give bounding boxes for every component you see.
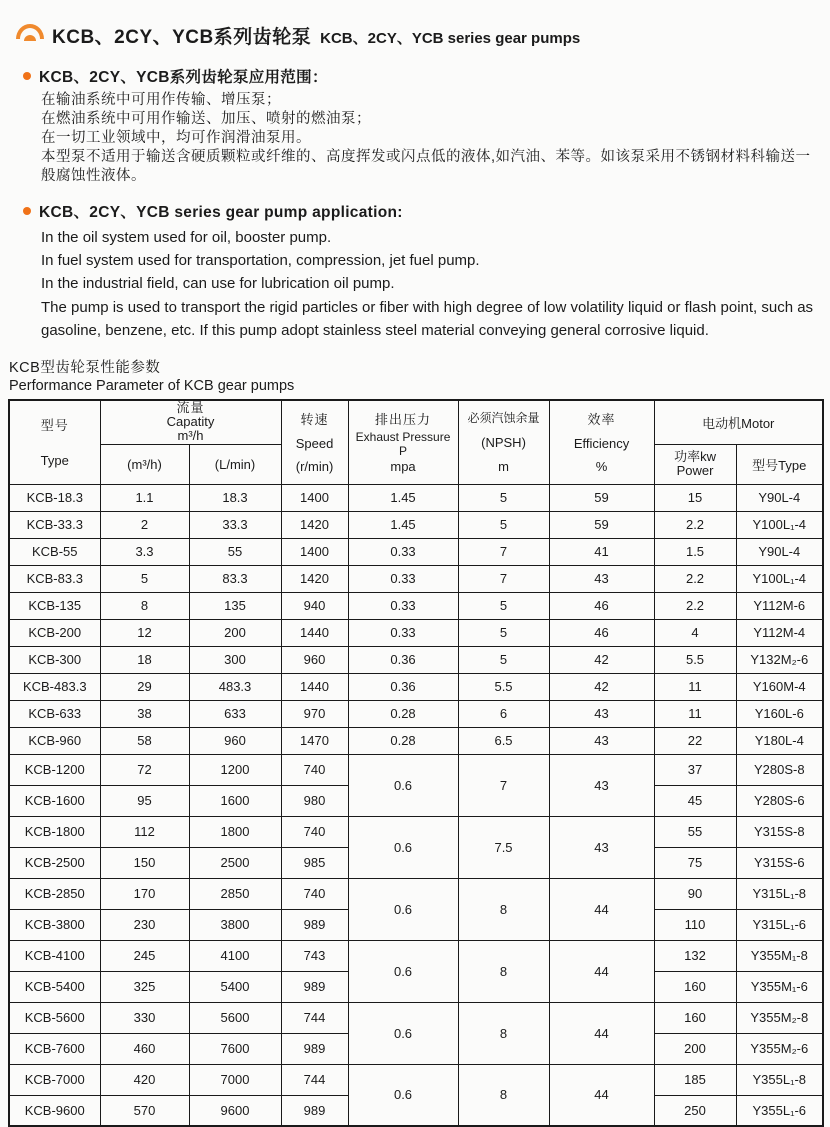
table-row bbox=[9, 1002, 823, 1033]
cell-lmin: 1200 bbox=[189, 754, 281, 785]
cell-npsh-merged: 7.5 bbox=[458, 816, 549, 878]
cell-m3h: 570 bbox=[100, 1095, 189, 1126]
cell-npsh: 5 bbox=[458, 511, 549, 538]
cell-speed: 989 bbox=[281, 1095, 348, 1126]
cell-motor: Y112M-6 bbox=[736, 592, 823, 619]
cell-lmin: 135 bbox=[189, 592, 281, 619]
cell-m3h: 1.1 bbox=[100, 484, 189, 511]
cell-npsh: 5 bbox=[458, 619, 549, 646]
cell-efficiency: 43 bbox=[549, 727, 654, 754]
table-row bbox=[9, 646, 823, 673]
bullet-dot-icon bbox=[23, 72, 31, 80]
table-row bbox=[9, 727, 823, 754]
cell-pressure: 0.28 bbox=[348, 700, 458, 727]
cell-speed: 1470 bbox=[281, 727, 348, 754]
table-row bbox=[9, 940, 823, 971]
cell-lmin: 18.3 bbox=[189, 484, 281, 511]
cell-type: KCB-18.3 bbox=[9, 484, 100, 511]
cell-lmin: 7000 bbox=[189, 1064, 281, 1095]
cn-line: 在一切工业领域中，均可作润滑油泵用。 bbox=[41, 130, 311, 146]
cell-m3h: 2 bbox=[100, 511, 189, 538]
cell-type: KCB-33.3 bbox=[9, 511, 100, 538]
cell-speed: 744 bbox=[281, 1064, 348, 1095]
cell-npsh-merged: 8 bbox=[458, 878, 549, 940]
cell-pressure: 1.45 bbox=[348, 511, 458, 538]
cell-motor: Y112M-4 bbox=[736, 619, 823, 646]
cell-speed: 743 bbox=[281, 940, 348, 971]
header-motor-type: 型号Type bbox=[736, 444, 823, 484]
cell-efficiency: 42 bbox=[549, 646, 654, 673]
page-title-en: KCB、2CY、YCB series gear pumps bbox=[320, 30, 581, 47]
cell-npsh: 5 bbox=[458, 592, 549, 619]
cell-pressure: 1.45 bbox=[348, 484, 458, 511]
cell-type: KCB-5600 bbox=[9, 1002, 100, 1033]
cell-motor: Y315L₁-8 bbox=[736, 878, 823, 909]
cell-m3h: 230 bbox=[100, 909, 189, 940]
section-body-cn bbox=[8, 91, 822, 186]
cell-power: 5.5 bbox=[654, 646, 736, 673]
cell-pressure: 0.36 bbox=[348, 646, 458, 673]
en-paragraph: The pump is used to transport the rigid particles or fiber with high degree of low volatility liquid or flash point, such as gasoline, benzene, etc. If this pump adopt stainless steel material conveying general corrosive liquid. bbox=[41, 299, 814, 339]
cell-lmin: 483.3 bbox=[189, 673, 281, 700]
cell-type: KCB-960 bbox=[9, 727, 100, 754]
cell-efficiency: 59 bbox=[549, 484, 654, 511]
cell-type: KCB-7000 bbox=[9, 1064, 100, 1095]
cell-type: KCB-300 bbox=[9, 646, 100, 673]
header-power: 功率kw Power bbox=[654, 444, 736, 484]
cell-m3h: 460 bbox=[100, 1033, 189, 1064]
cell-lmin: 5400 bbox=[189, 971, 281, 1002]
cell-lmin: 83.3 bbox=[189, 565, 281, 592]
cell-power: 11 bbox=[654, 700, 736, 727]
cell-lmin: 7600 bbox=[189, 1033, 281, 1064]
cell-motor: Y355M₁-6 bbox=[736, 971, 823, 1002]
performance-table bbox=[8, 399, 824, 1127]
cell-m3h: 29 bbox=[100, 673, 189, 700]
cell-type: KCB-1600 bbox=[9, 785, 100, 816]
table-row bbox=[9, 816, 823, 847]
cell-m3h: 170 bbox=[100, 878, 189, 909]
cell-efficiency: 42 bbox=[549, 673, 654, 700]
cell-power: 160 bbox=[654, 971, 736, 1002]
cell-power: 1.5 bbox=[654, 538, 736, 565]
cell-pressure: 0.33 bbox=[348, 592, 458, 619]
cell-power: 110 bbox=[654, 909, 736, 940]
cell-type: KCB-200 bbox=[9, 619, 100, 646]
cell-efficiency-merged: 43 bbox=[549, 816, 654, 878]
cell-speed: 744 bbox=[281, 1002, 348, 1033]
header-capacity: 流量 Capatity m³/h bbox=[100, 400, 281, 444]
cell-pressure-merged: 0.6 bbox=[348, 754, 458, 816]
cell-efficiency-merged: 43 bbox=[549, 754, 654, 816]
cell-speed: 1400 bbox=[281, 538, 348, 565]
cell-power: 250 bbox=[654, 1095, 736, 1126]
en-line: In fuel system used for transportation, compression, jet fuel pump. bbox=[41, 252, 480, 269]
cell-power: 2.2 bbox=[654, 565, 736, 592]
cn-line: 本型泵不适用于输送含硬质颗粒或纤维的、高度挥发或闪点低的液体,如汽油、苯等。如该泵采用不锈钢材料科输送一般腐蚀性液体。 bbox=[41, 149, 811, 184]
cell-pressure: 0.33 bbox=[348, 619, 458, 646]
cell-speed: 985 bbox=[281, 847, 348, 878]
table-title-en: Performance Parameter of KCB gear pumps bbox=[9, 378, 295, 394]
cell-lmin: 633 bbox=[189, 700, 281, 727]
cell-pressure-merged: 0.6 bbox=[348, 1002, 458, 1064]
cn-line: 在输油系统中可用作传输、增压泵； bbox=[41, 92, 281, 108]
cell-power: 185 bbox=[654, 1064, 736, 1095]
header-pressure: 排出压力 Exhaust Pressure P mpa bbox=[348, 400, 458, 484]
cell-lmin: 1600 bbox=[189, 785, 281, 816]
cell-type: KCB-2850 bbox=[9, 878, 100, 909]
cell-pressure: 0.28 bbox=[348, 727, 458, 754]
cell-npsh: 5.5 bbox=[458, 673, 549, 700]
cell-lmin: 200 bbox=[189, 619, 281, 646]
cell-power: 37 bbox=[654, 754, 736, 785]
cell-motor: Y315S-8 bbox=[736, 816, 823, 847]
cell-lmin: 55 bbox=[189, 538, 281, 565]
bullet-dot-icon bbox=[23, 207, 31, 215]
cell-motor: Y355L₁-6 bbox=[736, 1095, 823, 1126]
cell-npsh: 7 bbox=[458, 538, 549, 565]
cell-speed: 740 bbox=[281, 878, 348, 909]
cell-motor: Y100L₁-4 bbox=[736, 511, 823, 538]
cell-speed: 970 bbox=[281, 700, 348, 727]
cell-pressure-merged: 0.6 bbox=[348, 816, 458, 878]
cell-pressure-merged: 0.6 bbox=[348, 940, 458, 1002]
table-row bbox=[9, 592, 823, 619]
cell-speed: 980 bbox=[281, 785, 348, 816]
table-row bbox=[9, 484, 823, 511]
cell-lmin: 1800 bbox=[189, 816, 281, 847]
section-heading-cn bbox=[8, 65, 822, 87]
cell-m3h: 38 bbox=[100, 700, 189, 727]
cell-npsh-merged: 8 bbox=[458, 1064, 549, 1126]
table-header bbox=[9, 400, 823, 484]
page-title bbox=[52, 14, 580, 51]
header-npsh: 必须汽蚀余量 (NPSH) m bbox=[458, 400, 549, 484]
cell-motor: Y160M-4 bbox=[736, 673, 823, 700]
cell-m3h: 5 bbox=[100, 565, 189, 592]
cell-type: KCB-5400 bbox=[9, 971, 100, 1002]
cell-npsh: 7 bbox=[458, 565, 549, 592]
cell-power: 2.2 bbox=[654, 511, 736, 538]
cn-line: 在燃油系统中可用作输送、加压、喷射的燃油泵； bbox=[41, 111, 371, 127]
cell-m3h: 325 bbox=[100, 971, 189, 1002]
section-heading-en-text: KCB、2CY、YCB series gear pump application: bbox=[39, 204, 403, 221]
page-title-zh: KCB、2CY、YCB系列齿轮泵 bbox=[52, 27, 312, 48]
cell-power: 45 bbox=[654, 785, 736, 816]
cell-power: 11 bbox=[654, 673, 736, 700]
cell-speed: 740 bbox=[281, 816, 348, 847]
en-line: In the industrial field, can use for lubrication oil pump. bbox=[41, 275, 395, 292]
cell-efficiency: 46 bbox=[549, 619, 654, 646]
cell-lmin: 960 bbox=[189, 727, 281, 754]
header-lmin: (L/min) bbox=[189, 444, 281, 484]
cell-power: 75 bbox=[654, 847, 736, 878]
cell-motor: Y180L-4 bbox=[736, 727, 823, 754]
cell-efficiency: 59 bbox=[549, 511, 654, 538]
cell-pressure-merged: 0.6 bbox=[348, 1064, 458, 1126]
cell-type: KCB-1800 bbox=[9, 816, 100, 847]
cell-type: KCB-135 bbox=[9, 592, 100, 619]
cell-motor: Y315L₁-6 bbox=[736, 909, 823, 940]
cell-npsh-merged: 8 bbox=[458, 940, 549, 1002]
header-type: 型号 Type bbox=[9, 400, 100, 484]
cell-npsh-merged: 7 bbox=[458, 754, 549, 816]
cell-efficiency-merged: 44 bbox=[549, 1002, 654, 1064]
cell-motor: Y90L-4 bbox=[736, 484, 823, 511]
cell-type: KCB-55 bbox=[9, 538, 100, 565]
cell-efficiency-merged: 44 bbox=[549, 940, 654, 1002]
cell-motor: Y355M₁-8 bbox=[736, 940, 823, 971]
cell-power: 200 bbox=[654, 1033, 736, 1064]
cell-motor: Y280S-6 bbox=[736, 785, 823, 816]
cell-lmin: 2500 bbox=[189, 847, 281, 878]
cell-type: KCB-83.3 bbox=[9, 565, 100, 592]
cell-efficiency-merged: 44 bbox=[549, 878, 654, 940]
cell-lmin: 9600 bbox=[189, 1095, 281, 1126]
cell-speed: 940 bbox=[281, 592, 348, 619]
cell-m3h: 112 bbox=[100, 816, 189, 847]
cell-npsh: 5 bbox=[458, 484, 549, 511]
cell-m3h: 12 bbox=[100, 619, 189, 646]
cell-power: 4 bbox=[654, 619, 736, 646]
cell-speed: 989 bbox=[281, 971, 348, 1002]
cell-motor: Y160L-6 bbox=[736, 700, 823, 727]
brand-arc-logo-icon bbox=[16, 24, 44, 41]
cell-pressure: 0.36 bbox=[348, 673, 458, 700]
table-row bbox=[9, 511, 823, 538]
performance-table-body bbox=[9, 484, 823, 1126]
cell-power: 132 bbox=[654, 940, 736, 971]
cell-motor: Y100L₁-4 bbox=[736, 565, 823, 592]
cell-m3h: 18 bbox=[100, 646, 189, 673]
table-row bbox=[9, 538, 823, 565]
cell-motor: Y355M₂-6 bbox=[736, 1033, 823, 1064]
cell-motor: Y355M₂-8 bbox=[736, 1002, 823, 1033]
header-speed: 转速 Speed (r/min) bbox=[281, 400, 348, 484]
table-title-zh: KCB型齿轮泵性能参数 bbox=[9, 360, 161, 376]
cell-power: 160 bbox=[654, 1002, 736, 1033]
cell-motor: Y280S-8 bbox=[736, 754, 823, 785]
cell-npsh-merged: 8 bbox=[458, 1002, 549, 1064]
cell-speed: 989 bbox=[281, 909, 348, 940]
cell-m3h: 245 bbox=[100, 940, 189, 971]
cell-lmin: 33.3 bbox=[189, 511, 281, 538]
header-efficiency: 效率 Efficiency % bbox=[549, 400, 654, 484]
cell-lmin: 3800 bbox=[189, 909, 281, 940]
cell-speed: 1440 bbox=[281, 619, 348, 646]
cell-power: 90 bbox=[654, 878, 736, 909]
table-row bbox=[9, 1064, 823, 1095]
cell-power: 15 bbox=[654, 484, 736, 511]
cell-motor: Y132M₂-6 bbox=[736, 646, 823, 673]
cell-speed: 1420 bbox=[281, 511, 348, 538]
cell-type: KCB-1200 bbox=[9, 754, 100, 785]
header-m3h: (m³/h) bbox=[100, 444, 189, 484]
cell-speed: 989 bbox=[281, 1033, 348, 1064]
cell-efficiency: 43 bbox=[549, 565, 654, 592]
cell-m3h: 330 bbox=[100, 1002, 189, 1033]
section-heading-en bbox=[8, 200, 822, 222]
table-row bbox=[9, 565, 823, 592]
table-row bbox=[9, 673, 823, 700]
cell-m3h: 95 bbox=[100, 785, 189, 816]
section-application-en bbox=[8, 200, 822, 342]
cell-efficiency: 41 bbox=[549, 538, 654, 565]
table-row bbox=[9, 754, 823, 785]
cell-motor: Y355L₁-8 bbox=[736, 1064, 823, 1095]
section-body-en bbox=[8, 226, 822, 342]
cell-m3h: 3.3 bbox=[100, 538, 189, 565]
cell-motor: Y90L-4 bbox=[736, 538, 823, 565]
cell-type: KCB-633 bbox=[9, 700, 100, 727]
cell-pressure: 0.33 bbox=[348, 538, 458, 565]
cell-npsh: 5 bbox=[458, 646, 549, 673]
table-title bbox=[8, 356, 822, 394]
header-motor: 电动机Motor bbox=[654, 400, 823, 444]
cell-npsh: 6 bbox=[458, 700, 549, 727]
cell-speed: 1400 bbox=[281, 484, 348, 511]
cell-speed: 740 bbox=[281, 754, 348, 785]
table-row bbox=[9, 619, 823, 646]
cell-npsh: 6.5 bbox=[458, 727, 549, 754]
cell-power: 22 bbox=[654, 727, 736, 754]
cell-lmin: 4100 bbox=[189, 940, 281, 971]
cell-m3h: 8 bbox=[100, 592, 189, 619]
cell-speed: 1420 bbox=[281, 565, 348, 592]
cell-m3h: 420 bbox=[100, 1064, 189, 1095]
cell-type: KCB-2500 bbox=[9, 847, 100, 878]
cell-type: KCB-4100 bbox=[9, 940, 100, 971]
cell-type: KCB-9600 bbox=[9, 1095, 100, 1126]
cell-pressure-merged: 0.6 bbox=[348, 878, 458, 940]
cell-lmin: 2850 bbox=[189, 878, 281, 909]
table-row bbox=[9, 700, 823, 727]
cell-speed: 1440 bbox=[281, 673, 348, 700]
cell-type: KCB-3800 bbox=[9, 909, 100, 940]
en-line: In the oil system used for oil, booster pump. bbox=[41, 229, 332, 246]
cell-m3h: 58 bbox=[100, 727, 189, 754]
cell-efficiency-merged: 44 bbox=[549, 1064, 654, 1126]
cell-motor: Y315S-6 bbox=[736, 847, 823, 878]
cell-speed: 960 bbox=[281, 646, 348, 673]
cell-m3h: 150 bbox=[100, 847, 189, 878]
section-heading-cn-text: KCB、2CY、YCB系列齿轮泵应用范围： bbox=[39, 69, 328, 86]
cell-type: KCB-7600 bbox=[9, 1033, 100, 1064]
cell-lmin: 5600 bbox=[189, 1002, 281, 1033]
cell-efficiency: 43 bbox=[549, 700, 654, 727]
cell-type: KCB-483.3 bbox=[9, 673, 100, 700]
cell-pressure: 0.33 bbox=[348, 565, 458, 592]
cell-power: 2.2 bbox=[654, 592, 736, 619]
cell-power: 55 bbox=[654, 816, 736, 847]
table-row bbox=[9, 878, 823, 909]
document-title bbox=[8, 14, 822, 51]
section-application-cn bbox=[8, 65, 822, 186]
cell-m3h: 72 bbox=[100, 754, 189, 785]
cell-efficiency: 46 bbox=[549, 592, 654, 619]
cell-lmin: 300 bbox=[189, 646, 281, 673]
